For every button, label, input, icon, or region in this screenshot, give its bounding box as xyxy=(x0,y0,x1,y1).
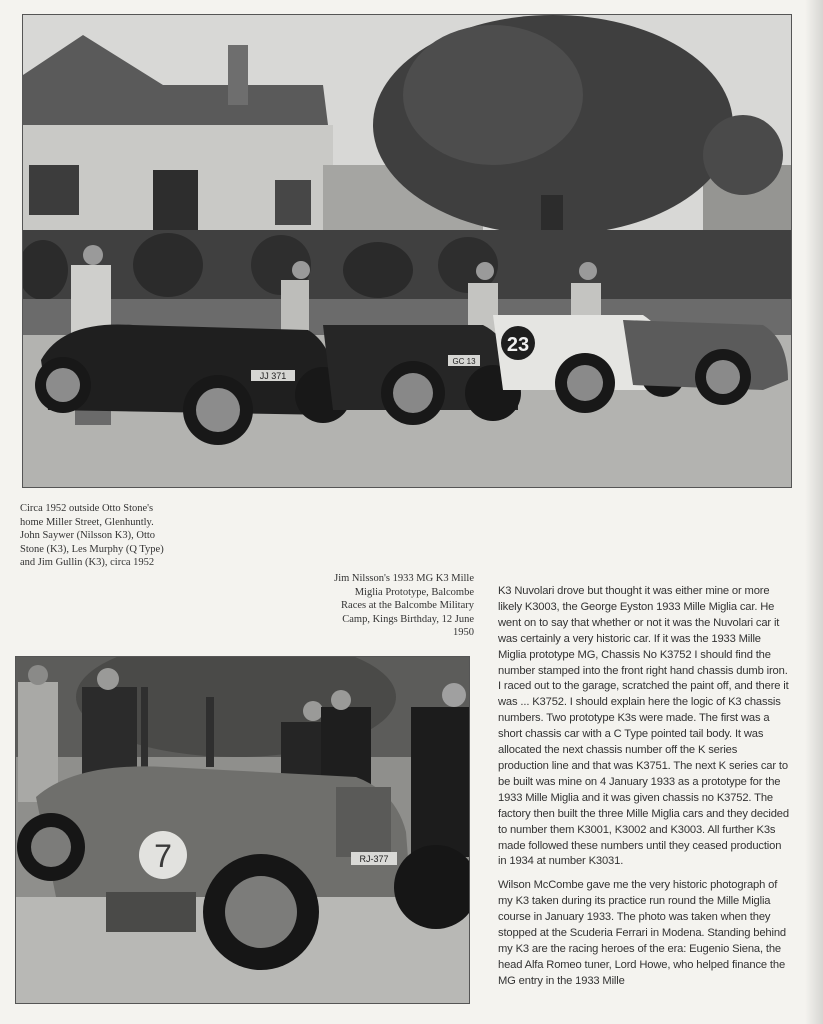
body-paragraph-2: Wilson McCombe gave me the very historic photograph of my K3 taken during its practice run round the Mille Miglia course in January 1933. The photo was taken when they stopped at the Scuderia Ferrari in Modena. Standing behind my K3 are the racing heroes of the era: Eugenio Siena, the head Alfa Romeo tuner, Lord Howe, who helped finance the MG entry in the 1933 Mille xyxy=(498,879,786,987)
page-gutter-shadow xyxy=(805,0,823,1024)
photo-four-mg-cars-outside-house xyxy=(22,14,792,488)
car-number-7: 7 xyxy=(154,838,172,874)
plate-text-left: JJ 371 xyxy=(259,371,287,381)
caption-top-photo: Circa 1952 outside Otto Stone's home Miller Street, Glenhuntly. John Saywer (Nilsson K3), Otto Stone (K3), Les Murphy (Q Type) and Jim Gullin (K3), circa 1952 xyxy=(20,503,164,568)
body-paragraph-1: K3 Nuvolari drove but thought it was either mine or more likely K3003, the George Eyston 1933 Mille Miglia car. He went on to say that whether or not it was the Nuvolari car it was certainly a very historic car. If it was the 1933 Mille Miglia prototype MG, Chassis No K3752 I should find the number stamped into the front right hand chassis dumb iron. I raced out to the garage, scratched the paint off, and there it was ... K3752. I should explain here the logic of K3 chassis numbers. Two prototype K3s were made. The first was a short chassis car with a C Type pointed tail body. It was allocated the next chassis number off the K series production line and that was K3751. The next K series car to be built was mine on 4 January 1933 as a prototype for the 1933 Mille Miglia and it was given chassis no K3752. The factory then built the three Mille Miglia cars and they decided to number them K3001, K3002 and K3003. All further K3s made followed these numbers until they ceased production in 1934 at number K3031. xyxy=(498,585,789,868)
car-number-23: 23 xyxy=(506,334,530,356)
body-text xyxy=(498,584,790,998)
photo-k3-number-7-with-men xyxy=(15,656,470,1004)
plate-text-bottom: RJ-377 xyxy=(359,854,389,864)
caption-bottom-photo: Jim Nilsson's 1933 MG K3 Mille Miglia Prototype, Balcombe Races at the Balcombe Military Camp, Kings Birthday, 12 June 1950 xyxy=(334,573,474,638)
plate-text-right: GC 13 xyxy=(452,357,476,366)
